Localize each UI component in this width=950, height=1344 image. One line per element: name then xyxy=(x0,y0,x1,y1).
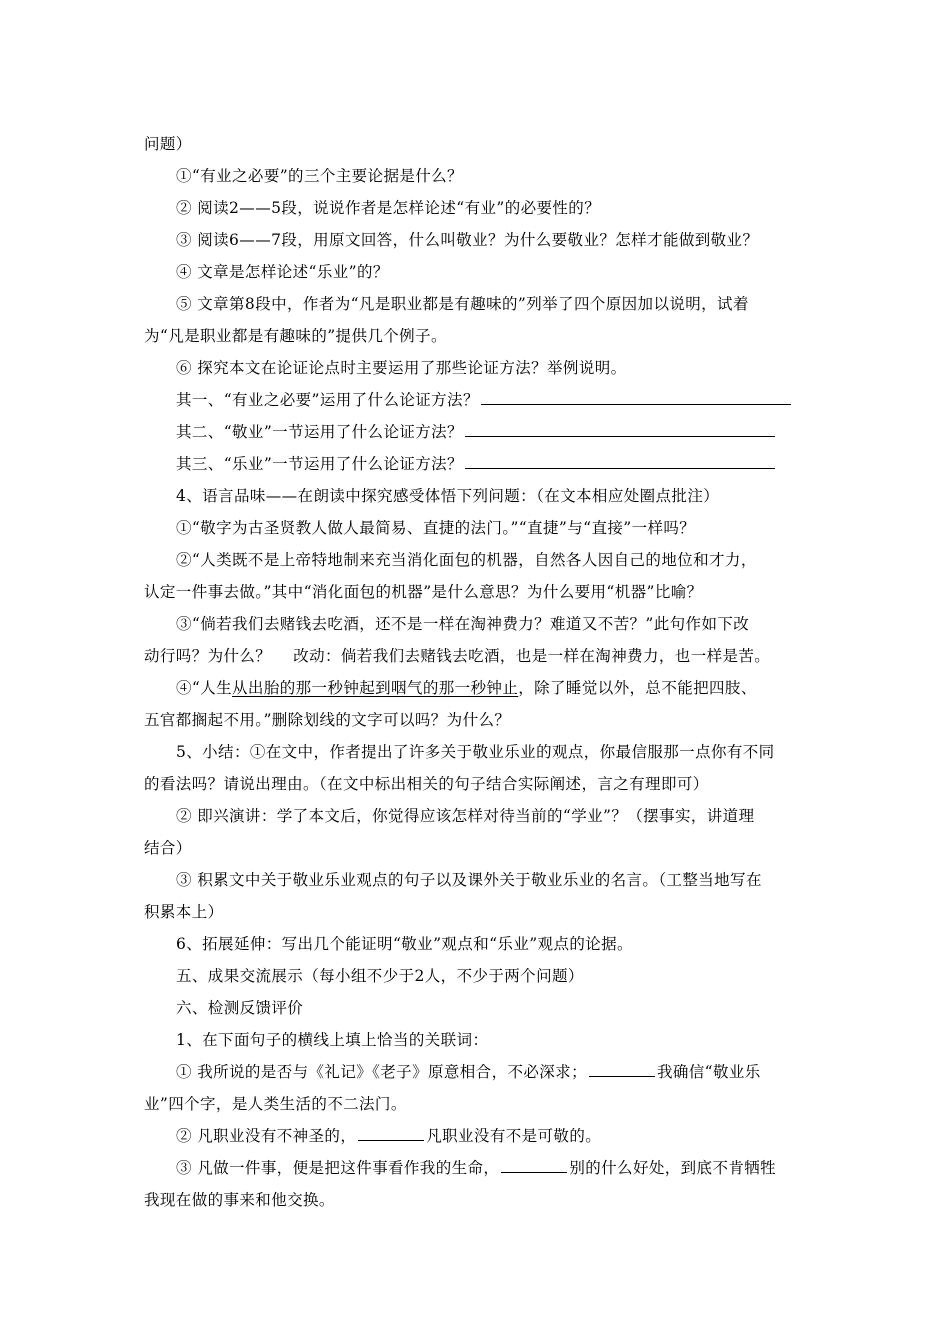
text-line: 问题） xyxy=(144,135,192,153)
fill-line xyxy=(176,390,793,410)
text-line: 的看法吗？请说出理由。（在文中标出相关的句子结合实际阐述，言之有理即可） xyxy=(144,775,709,793)
connective-blank[interactable] xyxy=(589,1062,655,1077)
question-item: ②“人类既不是上帝特地制来充当消化面包的机器，自然各人因自己的地位和才力， xyxy=(176,551,757,569)
question-item: ② 阅读2——5段，说说作者是怎样论述“有业”的必要性的？ xyxy=(176,199,601,217)
underlined-phrase: 从出胎的那一秒钟起到咽气的那一秒钟止 xyxy=(232,679,519,697)
question-item: ③“倘若我们去赌钱去吃酒，还不是一样在淘神费力？难道又不苦？”此句作如下改 xyxy=(176,615,750,633)
text-line: 我现在做的事来和他交换。 xyxy=(144,1191,335,1209)
exercise-item xyxy=(176,1158,776,1178)
revision-text: 改动：倘若我们去赌钱去吃酒，也是一样在淘神费力，也一样是苦。 xyxy=(293,647,771,665)
text-line: 积累本上） xyxy=(144,903,224,921)
text-line xyxy=(144,646,770,666)
quote-start: ④“人生 xyxy=(176,679,233,697)
section-heading: 五、成果交流展示（每小组不少于2人，不少于两个问题） xyxy=(176,967,584,985)
question-item: ③ 积累文中关于敬业乐业观点的句子以及课外关于敬业乐业的名言。（工整当地写在 xyxy=(176,871,762,889)
question-item: ⑥ 探究本文在论证论点时主要运用了那些论证方法？举例说明。 xyxy=(176,359,627,377)
sentence-part: ① 我所说的是否与《礼记》《老子》原意相合，不必深求； xyxy=(176,1063,587,1081)
sentence-part: 我确信“敬业乐 xyxy=(656,1063,761,1081)
section-heading: 六、检测反馈评价 xyxy=(176,999,304,1017)
fill-line xyxy=(176,454,777,474)
question-item: ⑤ 文章第8段中，作者为“凡是职业都是有趣味的”列举了四个原因加以说明，试着 xyxy=(176,295,749,313)
exercise-heading: 1、在下面句子的横线上填上恰当的关联词： xyxy=(176,1031,489,1049)
section-heading: 6、拓展延伸：写出几个能证明“敬业”观点和“乐业”观点的论据。 xyxy=(176,935,633,953)
question-item: ①“有业之必要”的三个主要论据是什么？ xyxy=(176,167,463,185)
question-item: ③ 阅读6——7段，用原文回答，什么叫敬业？为什么要敬业？怎样才能做到敬业？ xyxy=(176,231,759,249)
answer-blank[interactable] xyxy=(465,422,775,437)
section-heading: 4、语言品味——在朗读中探究感受体悟下列问题：（在文本相应处圈点批注） xyxy=(176,487,720,505)
sentence-part: ② 凡职业没有不神圣的， xyxy=(176,1127,357,1145)
connective-blank[interactable] xyxy=(358,1126,424,1141)
connective-blank[interactable] xyxy=(501,1158,567,1173)
text-line: 为“凡是职业都是有趣味的”提供几个例子。 xyxy=(144,327,447,345)
sentence-part: 别的什么好处，到底不肯牺牲 xyxy=(569,1159,777,1177)
text-line: 业”四个字，是人类生活的不二法门。 xyxy=(144,1095,407,1113)
question-item: ④ 文章是怎样论述“乐业”的？ xyxy=(176,263,389,281)
text-line: 五官都搁起不用。”删除划线的文字可以吗？为什么？ xyxy=(144,711,511,729)
sentence-part: ③ 凡做一件事，便是把这件事看作我的生命， xyxy=(176,1159,500,1177)
question-item: ② 即兴演讲：学了本文后，你觉得应该怎样对待当前的“学业”？（摆事实，讲道理 xyxy=(176,807,755,825)
fill-prompt: 其二、“敬业”一节运用了什么论证方法？ xyxy=(176,423,463,441)
text-line: 结合） xyxy=(144,839,192,857)
answer-blank[interactable] xyxy=(465,454,775,469)
fill-prompt: 其一、“有业之必要”运用了什么论证方法？ xyxy=(176,391,479,409)
exercise-item xyxy=(176,1062,761,1082)
question-item xyxy=(176,678,757,698)
exercise-item xyxy=(176,1126,601,1146)
fill-prompt: 其三、“乐业”一节运用了什么论证方法？ xyxy=(176,455,463,473)
sentence-part: 凡职业没有不是可敬的。 xyxy=(426,1127,602,1145)
question-item: ①“敬字为古圣贤教人做人最简易、直捷的法门。”“直捷”与“直接”一样吗？ xyxy=(176,519,696,537)
section-heading: 5、小结：①在文中，作者提出了许多关于敬业乐业的观点，你最信服那一点你有不同 xyxy=(176,743,775,761)
question-tail: 动行吗？为什么？ xyxy=(144,647,272,665)
quote-rest: ，除了睡觉以外，总不能把四肢、 xyxy=(518,679,757,697)
fill-line xyxy=(176,422,777,442)
answer-blank[interactable] xyxy=(481,390,791,405)
text-line: 认定一件事去做。”其中“消化面包的机器”是什么意思？为什么要用“机器”比喻？ xyxy=(144,583,703,601)
